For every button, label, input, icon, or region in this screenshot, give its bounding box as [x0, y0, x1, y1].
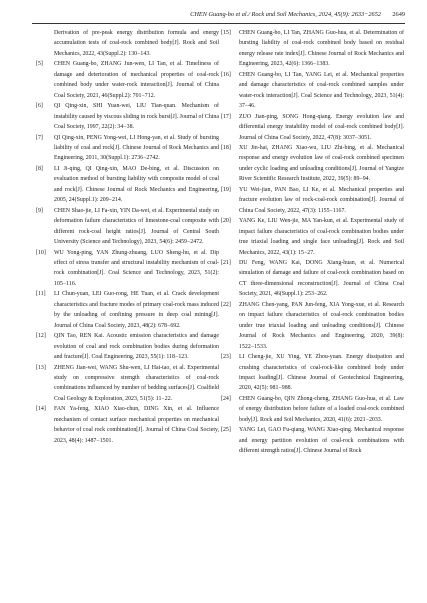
reference-entry	[36, 133, 219, 164]
reference-number: [8]	[36, 165, 43, 172]
references-left-column	[36, 28, 219, 446]
page-number: 2649	[392, 11, 405, 18]
reference-entry	[36, 164, 219, 206]
reference-number: [25]	[221, 427, 231, 434]
reference-number: [15]	[221, 30, 231, 36]
reference-text: XU Jin-hai, ZHANG Xiao-wu, LIU Zhi-bing, et al. Mechanical response and energy evolution law of coal-rock combined specimen under cyclic loading and unloading conditions[J]. Journal of Yangtze River Scientific Research Institute, 2022, 39(5): 89−94.	[239, 144, 404, 183]
reference-number: [11]	[36, 291, 46, 298]
reference-text: LI Cheng-jie, XU Ying, YE Zhou-yuan. Energy dissipation and crushing characteristics of coal-rock-like combined body under impact loading[J]. Chinese Journal of Geotechnical Engineering, 2020, 42(5): 981−988.	[239, 354, 404, 392]
reference-text: CHEN Guang-bo, LI Tan, YANG Lei, et al. Mechanical properties and damage characteristics of coal-rock combined samples under water-rock interaction[J]. Coal Science and Technology, 2023, 51(4): 37−46.	[239, 71, 404, 110]
reference-entry	[221, 28, 404, 70]
reference-text: QIN Tao, REN Kai. Acoustic emission characteristics and damage evolution of coal and rock combination bodies during deformation and fracture[J]. Coal Engineering, 2023, 55(1): 118−123.	[54, 333, 219, 361]
reference-text: WU Yong-ping, YAN Zhung-zhuang, LUO Sheng-hu, et al. Dip effect of stress transfer and structural instability mechanism of coal-rock combination[J]. Coal Science and Technology, 2023, 51(2): 105−116.	[54, 249, 219, 287]
reference-text: LI Chun-yuan, LEI Guo-rong, HE Tuan, et al. Crack development characteristics and fracture modes of primary coal-rock mass induced by the unloading of confining pressure in deep coal mining[J]. Journal of China Coal Society, 2023, 48(2): 678−692.	[54, 291, 219, 329]
references-right-column	[221, 28, 404, 457]
reference-number: [7]	[36, 134, 43, 141]
reference-entry	[36, 363, 219, 405]
reference-entry	[221, 258, 404, 300]
reference-text: QI Qing-xin, SHI Yuan-wei, LIU Tian-quan. Mechanism of instability caused by viscous sliding in rock burst[J]. Journal of China Coal Society, 1997, 22(2): 34−38.	[54, 103, 219, 131]
reference-entry	[221, 70, 404, 112]
reference-text: DU Feng, WANG Kai, DONG Xiang-huan, et al. Numerical simulation of damage and failure of coal-rock combination based on CT three-dimensional reconstruction[J]. Journal of China Coal Society, 2021, 46(Suppl.1): 253−262.	[239, 259, 404, 298]
reference-text: YU Wei-jian, PAN Bao, LI Ke, et al. Mechanical properties and fracture evolution law of rock-coal-rock combination[J]. Journal of China Coal Society, 2022, 47(3): 1155−1167.	[239, 186, 404, 214]
reference-entry	[221, 143, 404, 185]
reference-entry	[221, 425, 404, 456]
reference-text: CHEN Shao-jie, LI Fa-xin, YIN Da-wei, et al. Experimental study on deformation failure characteristics of limestone-coal composite with different rock-coal height ratios[J]. Journal of Central South University (Science and Technology), 2023, 54(6): 2459−2472.	[54, 207, 219, 246]
reference-entry	[36, 59, 219, 101]
reference-entry	[221, 300, 404, 352]
reference-text: YANG Ke, LIU Wen-jie, MA Yan-kun, et al. Experimental study of impact failure characteristics of coal-rock combination bodies under true triaxial loading and single face unloading[J]. Rock and Soil Mechanics, 2022, 43(1): 15−27.	[239, 218, 404, 256]
reference-number: [13]	[36, 364, 46, 371]
reference-number: [19]	[221, 186, 231, 193]
reference-number: [21]	[221, 259, 231, 266]
running-title: CHEN Guang-bo et al./ Rock and Soil Mechanics, 2024, 45(9): 2633−2652	[190, 11, 381, 18]
reference-number: [17]	[221, 113, 231, 120]
reference-text: Derivation of pre-peak energy distribution formula and energy accumulation tests of coal-rock combined body[J]. Rock and Soil Mechanics, 2022, 43(Suppl.2): 130−143.	[54, 30, 219, 57]
reference-text: FAN Ya-feng, XIAO Xiao-chun, DING Xin, et al. Influence mechanism of contact surface mechanical properties on mechanical behavior of coal rock combination[J]. Journal of China Coal Society, 2023, 48(4): 1487−1501.	[54, 406, 219, 444]
reference-number: [24]	[221, 395, 231, 402]
reference-number: [9]	[36, 207, 43, 214]
reference-number: [14]	[36, 406, 46, 413]
reference-entry	[221, 394, 404, 425]
reference-entry	[36, 101, 219, 132]
reference-entry	[221, 185, 404, 216]
header-rule	[32, 23, 405, 24]
reference-entry	[36, 28, 219, 59]
reference-number: [23]	[221, 354, 231, 361]
reference-entry	[36, 206, 219, 248]
reference-number: [20]	[221, 218, 231, 225]
reference-text: YANG Lei, GAO Fu-qiang, WANG Xiao-qing. Mechanical response and energy partition evolution of coal-rock combinations with different strength ratios[J]. Chinese Journal of Rock	[239, 427, 404, 455]
reference-number: [6]	[36, 103, 43, 110]
reference-text: ZHANG Chen-yang, PAN Jun-feng, XIA Yong-xue, et al. Research on impact failure characteristics of coal-rock combination bodies under true triaxial loading and unloading conditions[J]. Chinese Journal of Rock Mechanics and Engineering, 2020, 39(8): 1522−1533.	[239, 301, 404, 350]
reference-text: CHEN Guang-bo, QIN Zhong-cheng, ZHANG Guo-hua, et al. Law of energy distribution before failure of a loaded coal-rock combined body[J]. Rock and Soil Mechanics, 2020, 41(6): 2021−2033.	[239, 395, 404, 423]
reference-entry	[221, 352, 404, 394]
reference-entry	[36, 331, 219, 362]
reference-entry	[221, 216, 404, 258]
reference-number: [16]	[221, 71, 231, 78]
reference-number: [5]	[36, 61, 43, 68]
reference-text: LI Ji-qing, QI Qing-xin, MAO De-bing, et al. Discussion on evaluation method of bursting liability with composite model of coal and rock[J]. Chinese Journal of Rock Mechanics and Engineering, 2005, 24(Suppl.1): 209−214.	[54, 165, 219, 204]
reference-number: [18]	[221, 144, 231, 151]
reference-text: ZUO Jian-ping, SONG Hong-qiang. Energy evolution law and differential energy instability model of coal-rock combined body[J]. Journal of China Coal Society, 2022, 47(8): 3037−3051.	[239, 113, 404, 141]
reference-number: [22]	[221, 301, 231, 308]
reference-text: QI Qing-xin, PENG Yong-wei, LI Hong-yan, et al. Study of bursting liability of coal and rock[J]. Chinese Journal of Rock Mechanics and Engineering, 2011, 30(Suppl.1): 2736−2742.	[54, 134, 219, 162]
reference-text: ZHENG Jian-wei, WANG Shu-wen, LI Hai-tao, et al. Experimental study on compressive strength characteristics of coal-rock combinations influenced by number of bedding surfaces[J]. Coalfield Coal Geology & Exploration, 2023, 51(5): 11−22.	[54, 364, 219, 402]
reference-entry	[221, 112, 404, 143]
reference-text: CHEN Guang-bo, ZHANG Jun-wen, LI Tan, et al. Timeliness of damage and deterioration of mechanical properties of coal-rock combined body under water-rock interaction[J]. Journal of China Coal Society, 2021, 46(Suppl.2): 701−712.	[54, 61, 219, 99]
reference-text: CHEN Guang-bo, LI Tan, ZHANG Guo-hua, et al. Determination of bursting liability of coal-rock combined body based on residual energy release rate index[J]. Chinese Journal of Rock Mechanics and Engineering, 2023, 42(6): 1366−1383.	[239, 30, 404, 68]
page-header	[0, 9, 427, 23]
reference-entry	[36, 248, 219, 290]
reference-number: [12]	[36, 333, 46, 340]
reference-number: [10]	[36, 249, 46, 256]
reference-entry	[36, 289, 219, 331]
reference-entry	[36, 404, 219, 446]
